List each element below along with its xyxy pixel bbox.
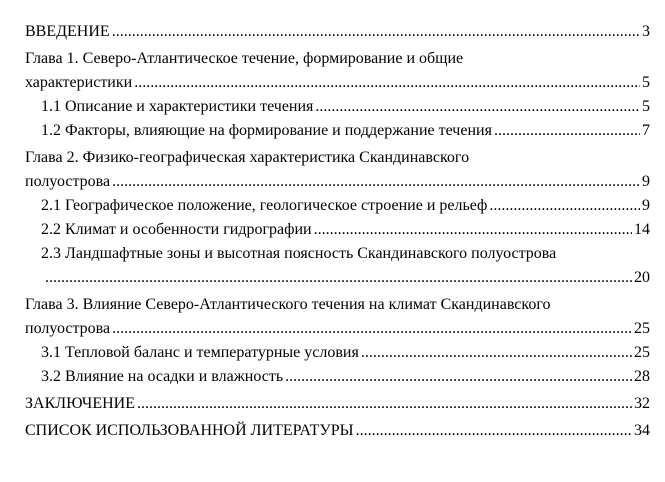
toc-entry-title: 2.2 Климат и особенности гидрографии [41, 221, 312, 238]
toc-entry-page: 32 [634, 395, 650, 412]
toc-entry-page: 25 [634, 344, 650, 361]
dot-leader [45, 266, 632, 290]
toc-entry-title: 1.2 Факторы, влияющие на формирование и поддержание течения [41, 122, 492, 139]
toc-entry-intro [25, 20, 650, 44]
toc-chapter-2 [25, 170, 650, 194]
toc-entry-title: Глава 1. Северо-Атлантическое течение, формирование и общие [25, 50, 464, 67]
toc-entry-title: 3.1 Тепловой баланс и температурные условия [41, 344, 359, 361]
dot-leader [361, 341, 632, 365]
toc-chapter-1-heading [25, 47, 650, 71]
toc-entry-title: Глава 2. Физико-географическая характеристика Скандинавского [25, 149, 470, 166]
toc-entry-conclusion [25, 392, 650, 416]
toc-entry-title: СПИСОК ИСПОЛЬЗОВАННОЙ ЛИТЕРАТУРЫ [25, 422, 354, 439]
table-of-contents [25, 20, 650, 443]
dot-leader [315, 95, 640, 119]
toc-entry-title: полуострова [25, 173, 111, 190]
toc-chapter-1 [25, 71, 650, 95]
toc-entry-title: полуострова [25, 320, 111, 337]
toc-entry-page: 20 [634, 269, 650, 286]
toc-section-3-2 [25, 365, 650, 389]
toc-entry-title: 2.3 Ландшафтные зоны и высотная поясность Скандинавского полуострова [41, 245, 557, 262]
toc-entry-title: 2.1 Географическое положение, геологическое строение и рельеф [41, 197, 488, 214]
toc-entry-page: 14 [634, 221, 650, 238]
toc-entry-title: ЗАКЛЮЧЕНИЕ [25, 395, 135, 412]
dot-leader [489, 194, 640, 218]
toc-entry-title: 3.2 Влияние на осадки и влажность [41, 368, 284, 385]
toc-entry-references [25, 419, 650, 443]
toc-entry-page: 28 [634, 368, 650, 385]
toc-entry-title: характеристики [25, 74, 133, 91]
toc-entry-page: 5 [642, 74, 650, 91]
toc-chapter-3-heading [25, 293, 650, 317]
dot-leader [494, 119, 640, 143]
toc-entry-page: 3 [642, 23, 650, 40]
dot-leader [356, 419, 632, 443]
toc-entry-page: 9 [642, 197, 650, 214]
dot-leader [112, 317, 632, 341]
dot-leader [314, 218, 632, 242]
dot-leader [137, 392, 632, 416]
toc-entry-page: 25 [634, 320, 650, 337]
dot-leader [112, 20, 640, 44]
toc-entry-title: ВВЕДЕНИЕ [25, 23, 110, 40]
toc-entry-page: 5 [642, 98, 650, 115]
toc-section-2-3-heading [25, 242, 650, 266]
toc-section-2-1 [25, 194, 650, 218]
toc-chapter-2-heading [25, 146, 650, 170]
toc-section-2-2 [25, 218, 650, 242]
toc-section-1-2 [25, 119, 650, 143]
toc-entry-page: 7 [642, 122, 650, 139]
dot-leader [285, 365, 632, 389]
toc-section-2-3 [25, 266, 650, 290]
toc-entry-title: 1.1 Описание и характеристики течения [41, 98, 314, 115]
toc-entry-title: Глава 3. Влияние Северо-Атлантического течения на климат Скандинавского [25, 296, 551, 313]
toc-chapter-3 [25, 317, 650, 341]
toc-section-1-1 [25, 95, 650, 119]
toc-entry-page: 9 [642, 173, 650, 190]
dot-leader [134, 71, 640, 95]
toc-section-3-1 [25, 341, 650, 365]
dot-leader [112, 170, 640, 194]
toc-entry-page: 34 [634, 422, 650, 439]
